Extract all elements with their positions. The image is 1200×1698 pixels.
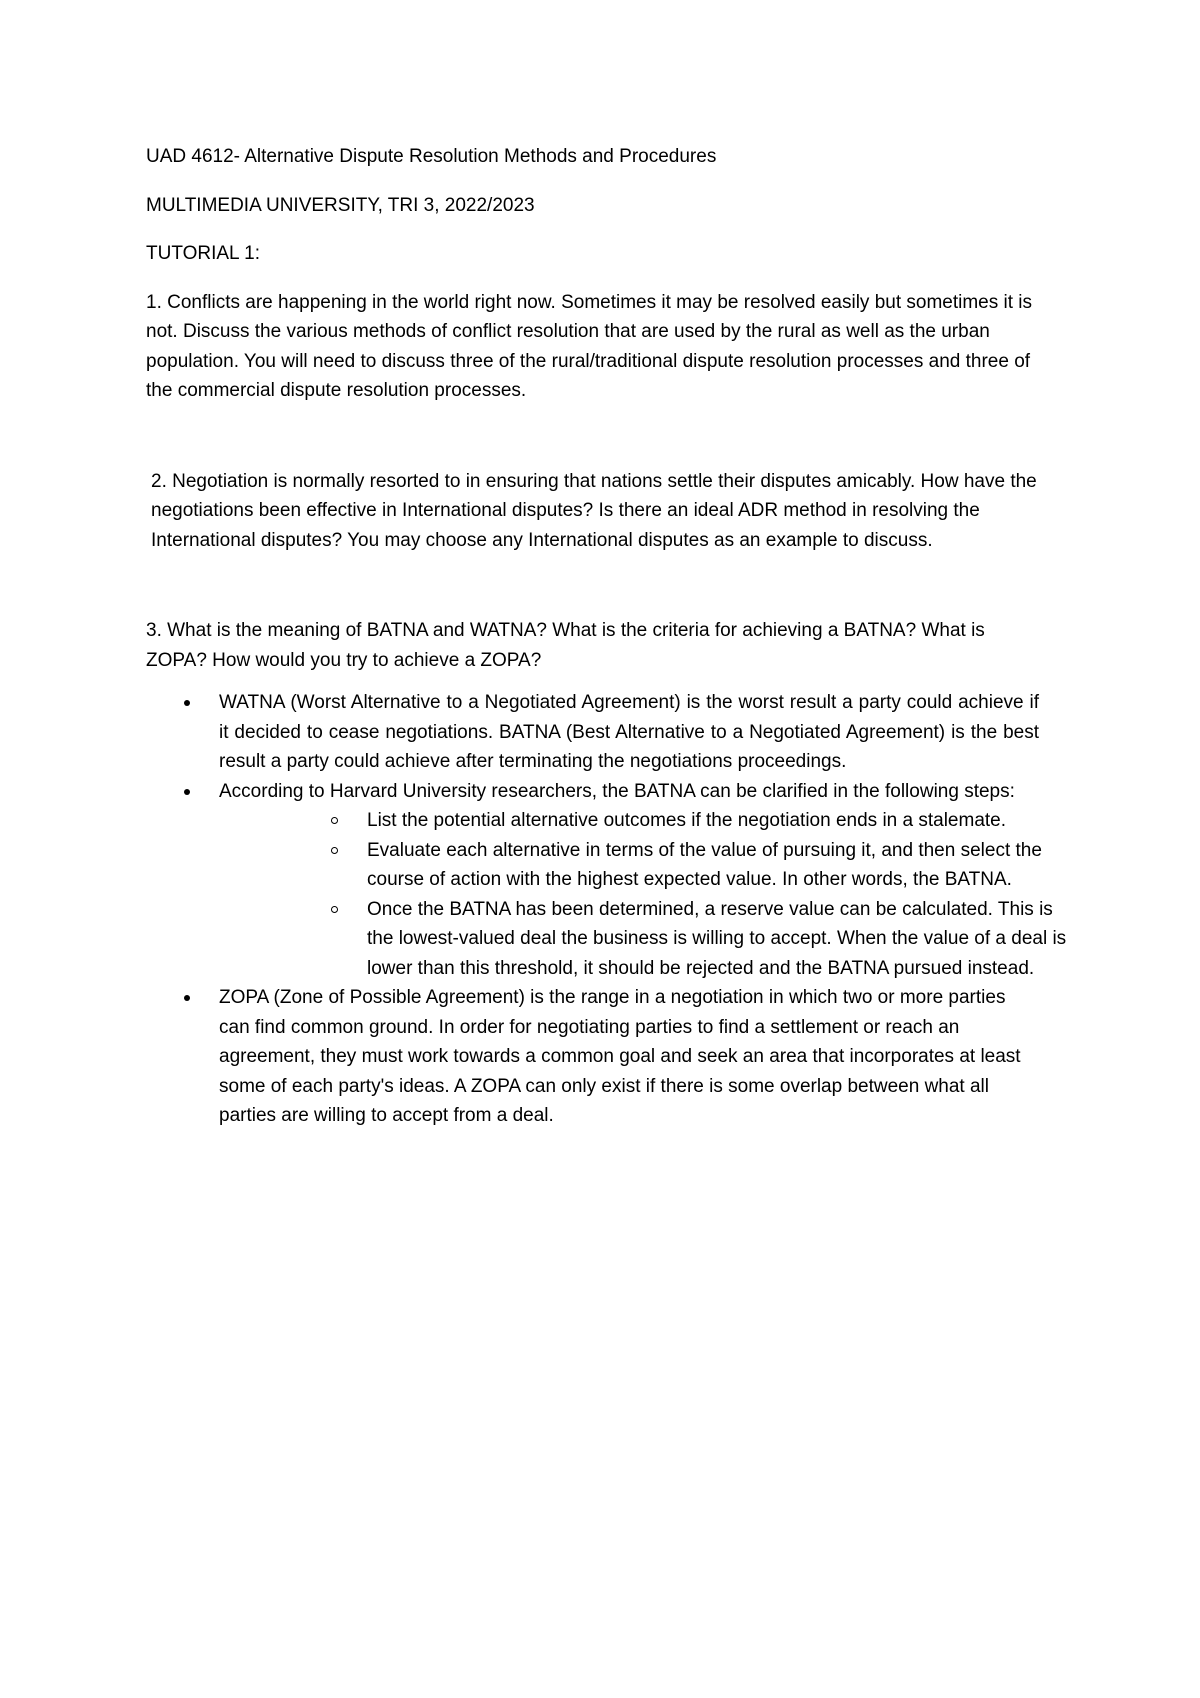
document-content: [146, 142, 1076, 1131]
zopa-bullet-list: [146, 983, 1076, 1131]
bullet-icon: [184, 700, 190, 706]
list-item: [146, 806, 1076, 836]
batna-steps-list: [146, 806, 1076, 983]
tutorial-heading: TUTORIAL 1:: [146, 243, 261, 264]
question-3: 3. What is the meaning of BATNA and WATNA? What is the criteria for achieving a BATNA? What is ZOPA? How would you try to achieve a ZOPA?: [146, 620, 985, 671]
list-item: [146, 688, 1076, 777]
list-item: [146, 836, 1076, 895]
list-item: [146, 777, 1076, 807]
batna-steps-intro: According to Harvard University researchers, the BATNA can be clarified in the following steps:: [219, 780, 1015, 802]
circle-bullet-icon: [331, 817, 338, 824]
question-1: 1. Conflicts are happening in the world right now. Sometimes it may be resolved easily but sometimes it is not. Discuss the various methods of conflict resolution that are used by the rural as well as the urban population. You will need to discuss three of the rural/traditional dispute resolution processes and three of the commercial dispute resolution processes.: [146, 291, 1033, 401]
watna-batna-definition: WATNA (Worst Alternative to a Negotiated Agreement) is the worst result a party could achieve if it decided to cease negotiations. BATNA (Best Alternative to a Negotiated Agreement) is the best result a party could achieve after terminating the negotiations proceedings.: [219, 692, 1039, 772]
institution-line: MULTIMEDIA UNIVERSITY, TRI 3, 2022/2023: [146, 194, 535, 216]
course-title: UAD 4612- Alternative Dispute Resolution Methods and Procedures: [146, 146, 717, 167]
step-text: Evaluate each alternative in terms of the value of pursuing it, and then select the course of action with the highest expected value. In other words, the BATNA.: [367, 839, 1042, 890]
circle-bullet-icon: [331, 847, 338, 854]
list-item: [146, 983, 1076, 1131]
step-text: List the potential alternative outcomes if the negotiation ends in a stalemate.: [367, 810, 1007, 831]
step-text: Once the BATNA has been determined, a reserve value can be calculated. This is the lowest-valued deal the business is willing to accept. When the value of a deal is lower than this threshold, it should be rejected and the BATNA pursued instead.: [367, 898, 1067, 979]
bullet-icon: [184, 789, 190, 795]
question-2: 2. Negotiation is normally resorted to in ensuring that nations settle their disputes amicably. How have the negotiations been effective in International disputes? Is there an ideal ADR method in resolving the International disputes? You may choose any International disputes as an example to discuss.: [151, 470, 1037, 551]
list-item: [146, 895, 1076, 984]
bullet-icon: [184, 995, 190, 1001]
answer-bullet-list: [146, 688, 1076, 806]
circle-bullet-icon: [331, 906, 338, 913]
zopa-definition: ZOPA (Zone of Possible Agreement) is the range in a negotiation in which two or more parties can find common ground. In order for negotiating parties to find a settlement or reach an agreement, they must work towards a common goal and seek an area that incorporates at least some of each party's ideas. A ZOPA can only exist if there is some overlap between what all parties are willing to accept from a deal.: [219, 987, 1021, 1126]
